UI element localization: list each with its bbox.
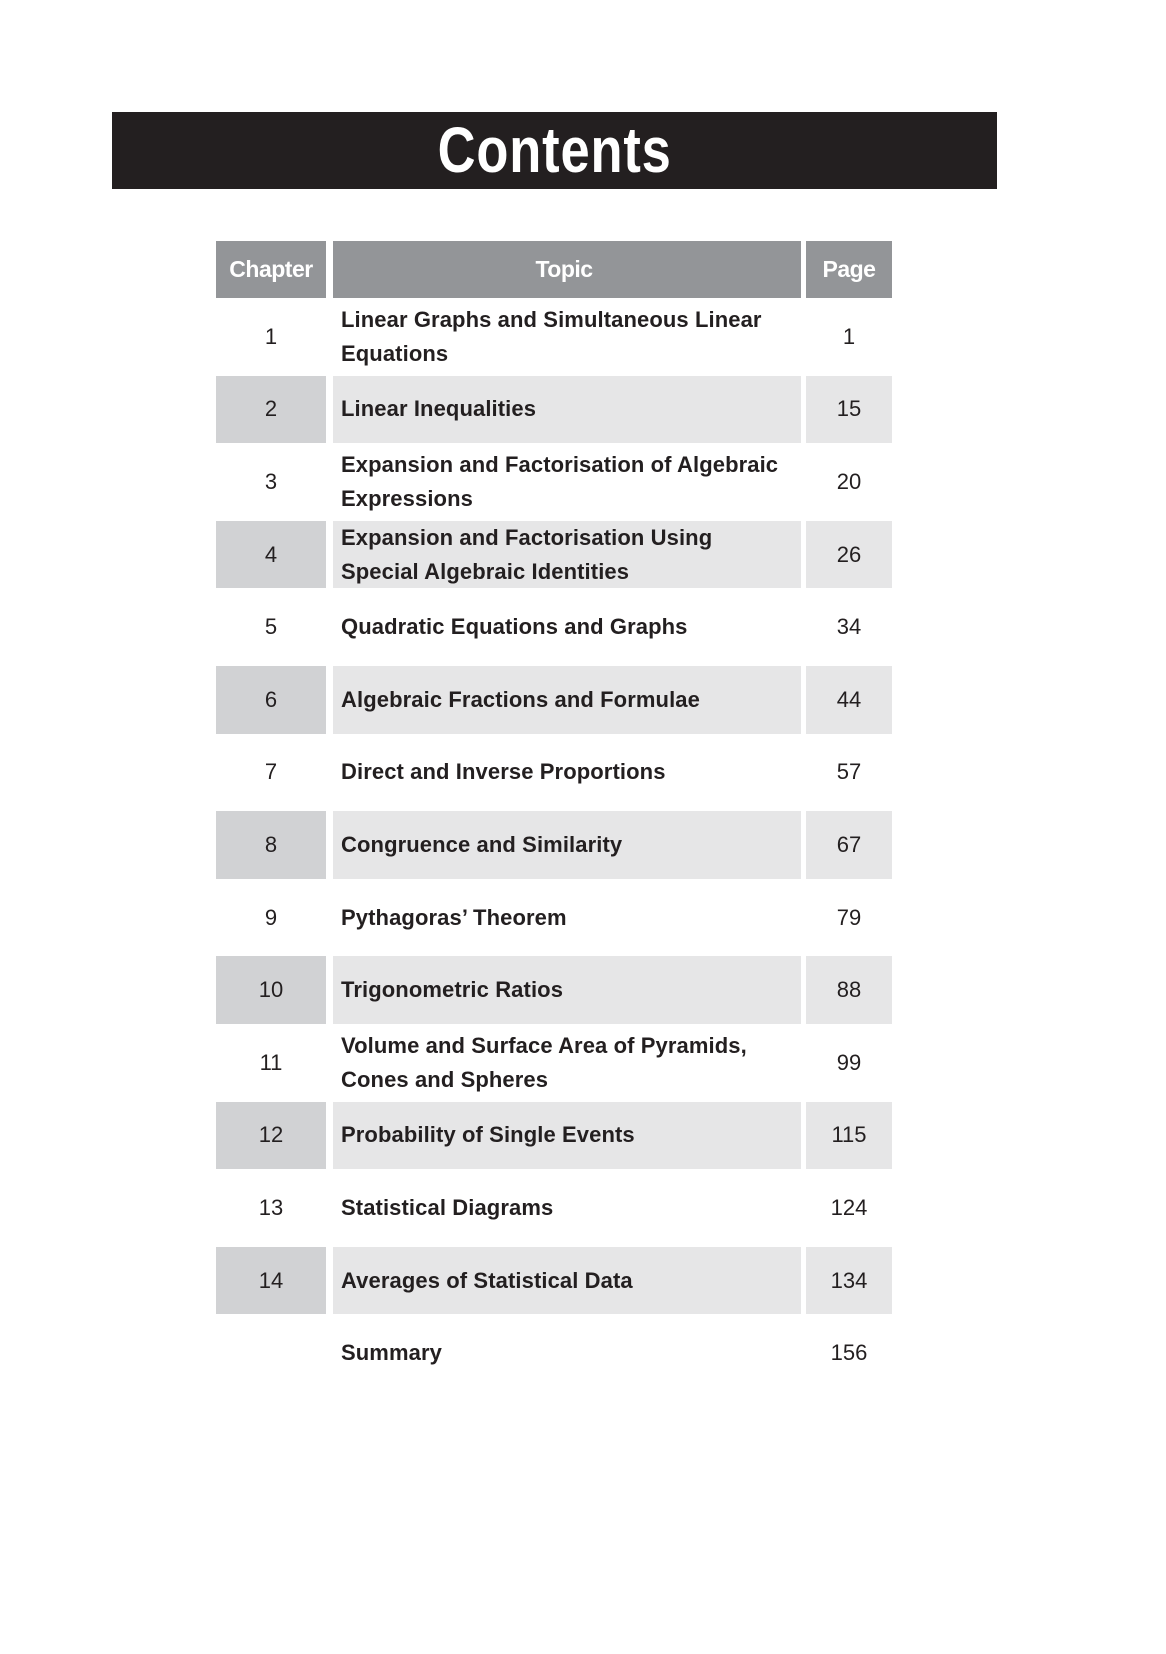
topic-cell xyxy=(333,448,801,516)
table-row[interactable] xyxy=(216,884,892,957)
page-number: 88 xyxy=(836,977,862,1003)
topic-cell xyxy=(333,1247,801,1315)
page-number-cell xyxy=(806,956,892,1024)
page-number: 1 xyxy=(842,323,856,349)
chapter-number-cell xyxy=(216,956,326,1024)
page-number: 79 xyxy=(836,904,862,930)
chapter-number-cell xyxy=(216,1319,326,1387)
page-number-cell xyxy=(806,811,892,879)
chapter-number-cell xyxy=(216,1247,326,1315)
chapter-number: 14 xyxy=(258,1267,284,1293)
chapter-number-cell xyxy=(216,448,326,516)
table-row[interactable] xyxy=(216,521,892,594)
header-page: Page xyxy=(806,241,892,298)
page-title: Contents xyxy=(437,114,672,186)
topic-title[interactable]: Linear Inequalities xyxy=(341,396,537,422)
page-number-cell xyxy=(806,1247,892,1315)
page-number-cell xyxy=(806,376,892,444)
page-number-cell xyxy=(806,1102,892,1170)
page-number-cell xyxy=(806,739,892,807)
chapter-number: 9 xyxy=(264,904,278,930)
chapter-number-cell xyxy=(216,521,326,589)
header-chapter: Chapter xyxy=(216,241,326,298)
topic-cell xyxy=(333,593,801,661)
page-number-cell xyxy=(806,1319,892,1387)
topic-title[interactable]: Linear Graphs and Simultaneous Linear Equations xyxy=(341,306,762,366)
page-number: 156 xyxy=(830,1340,868,1366)
topic-cell xyxy=(333,956,801,1024)
table-row[interactable] xyxy=(216,376,892,449)
topic-title[interactable]: Pythagoras’ Theorem xyxy=(341,904,567,930)
page-number: 34 xyxy=(836,614,862,640)
page-number-cell xyxy=(806,1029,892,1097)
topic-title[interactable]: Expansion and Factorisation Using Special Algebraic Identities xyxy=(341,524,713,584)
table-row[interactable] xyxy=(216,448,892,521)
topic-title[interactable]: Probability of Single Events xyxy=(341,1122,635,1148)
table-row[interactable] xyxy=(216,593,892,666)
chapter-number: 13 xyxy=(258,1194,284,1220)
topic-title[interactable]: Averages of Statistical Data xyxy=(341,1267,633,1293)
contents-table xyxy=(216,241,892,1392)
chapter-number-cell xyxy=(216,1029,326,1097)
page-number: 15 xyxy=(836,396,862,422)
chapter-number: 1 xyxy=(264,323,278,349)
table-row[interactable] xyxy=(216,1174,892,1247)
page-number: 20 xyxy=(836,468,862,494)
page-number: 134 xyxy=(830,1267,868,1293)
chapter-number-cell xyxy=(216,666,326,734)
topic-cell xyxy=(333,303,801,371)
page-number-cell xyxy=(806,521,892,589)
topic-title[interactable]: Trigonometric Ratios xyxy=(341,977,564,1003)
table-header-row xyxy=(216,241,892,298)
table-row[interactable] xyxy=(216,666,892,739)
table-row[interactable] xyxy=(216,303,892,376)
table-row[interactable] xyxy=(216,811,892,884)
chapter-number-cell xyxy=(216,884,326,952)
page-number: 115 xyxy=(831,1122,867,1148)
chapter-number: 10 xyxy=(258,977,284,1003)
page-number: 57 xyxy=(836,759,862,785)
topic-title[interactable]: Algebraic Fractions and Formulae xyxy=(341,686,700,712)
page-number-cell xyxy=(806,884,892,952)
chapter-number-cell xyxy=(216,1174,326,1242)
page-number: 99 xyxy=(836,1049,862,1075)
chapter-number-cell xyxy=(216,1102,326,1170)
page-number: 124 xyxy=(830,1194,868,1220)
table-body xyxy=(216,303,892,1392)
table-row[interactable] xyxy=(216,739,892,812)
chapter-number: 12 xyxy=(258,1122,284,1148)
chapter-number-cell xyxy=(216,811,326,879)
table-row[interactable] xyxy=(216,1102,892,1175)
topic-title[interactable]: Direct and Inverse Proportions xyxy=(341,759,666,785)
topic-cell xyxy=(333,1029,801,1097)
chapter-number: 3 xyxy=(264,468,278,494)
topic-cell xyxy=(333,666,801,734)
chapter-number: 4 xyxy=(264,541,278,567)
topic-cell xyxy=(333,1319,801,1387)
topic-cell xyxy=(333,521,801,589)
chapter-number-cell xyxy=(216,739,326,807)
topic-title[interactable]: Volume and Surface Area of Pyramids, Cones and Spheres xyxy=(341,1032,747,1092)
table-row[interactable] xyxy=(216,1247,892,1320)
page-number: 26 xyxy=(836,541,862,567)
page-number-cell xyxy=(806,593,892,661)
page-number: 44 xyxy=(836,686,862,712)
topic-cell xyxy=(333,1102,801,1170)
table-row[interactable] xyxy=(216,1029,892,1102)
topic-title[interactable]: Summary xyxy=(341,1340,442,1366)
contents-title-bar xyxy=(112,112,997,189)
chapter-number: 6 xyxy=(264,686,278,712)
page-number-cell xyxy=(806,448,892,516)
topic-title[interactable]: Statistical Diagrams xyxy=(341,1194,554,1220)
chapter-number-cell xyxy=(216,376,326,444)
topic-title[interactable]: Congruence and Similarity xyxy=(341,831,623,857)
page-number-cell xyxy=(806,666,892,734)
chapter-number: 7 xyxy=(264,759,278,785)
topic-cell xyxy=(333,376,801,444)
chapter-number: 5 xyxy=(264,614,278,640)
topic-cell xyxy=(333,884,801,952)
table-row[interactable] xyxy=(216,956,892,1029)
topic-cell xyxy=(333,739,801,807)
topic-cell xyxy=(333,811,801,879)
table-row[interactable] xyxy=(216,1319,892,1392)
chapter-number: 8 xyxy=(264,831,278,857)
page-number-cell xyxy=(806,303,892,371)
header-topic: Topic xyxy=(333,241,801,298)
page-number: 67 xyxy=(836,831,862,857)
chapter-number: 11 xyxy=(259,1049,283,1075)
topic-title[interactable]: Quadratic Equations and Graphs xyxy=(341,614,688,640)
chapter-number-cell xyxy=(216,303,326,371)
topic-title[interactable]: Expansion and Factorisation of Algebraic Expressions xyxy=(341,451,779,511)
chapter-number: 2 xyxy=(264,396,278,422)
page-number-cell xyxy=(806,1174,892,1242)
chapter-number-cell xyxy=(216,593,326,661)
topic-cell xyxy=(333,1174,801,1242)
